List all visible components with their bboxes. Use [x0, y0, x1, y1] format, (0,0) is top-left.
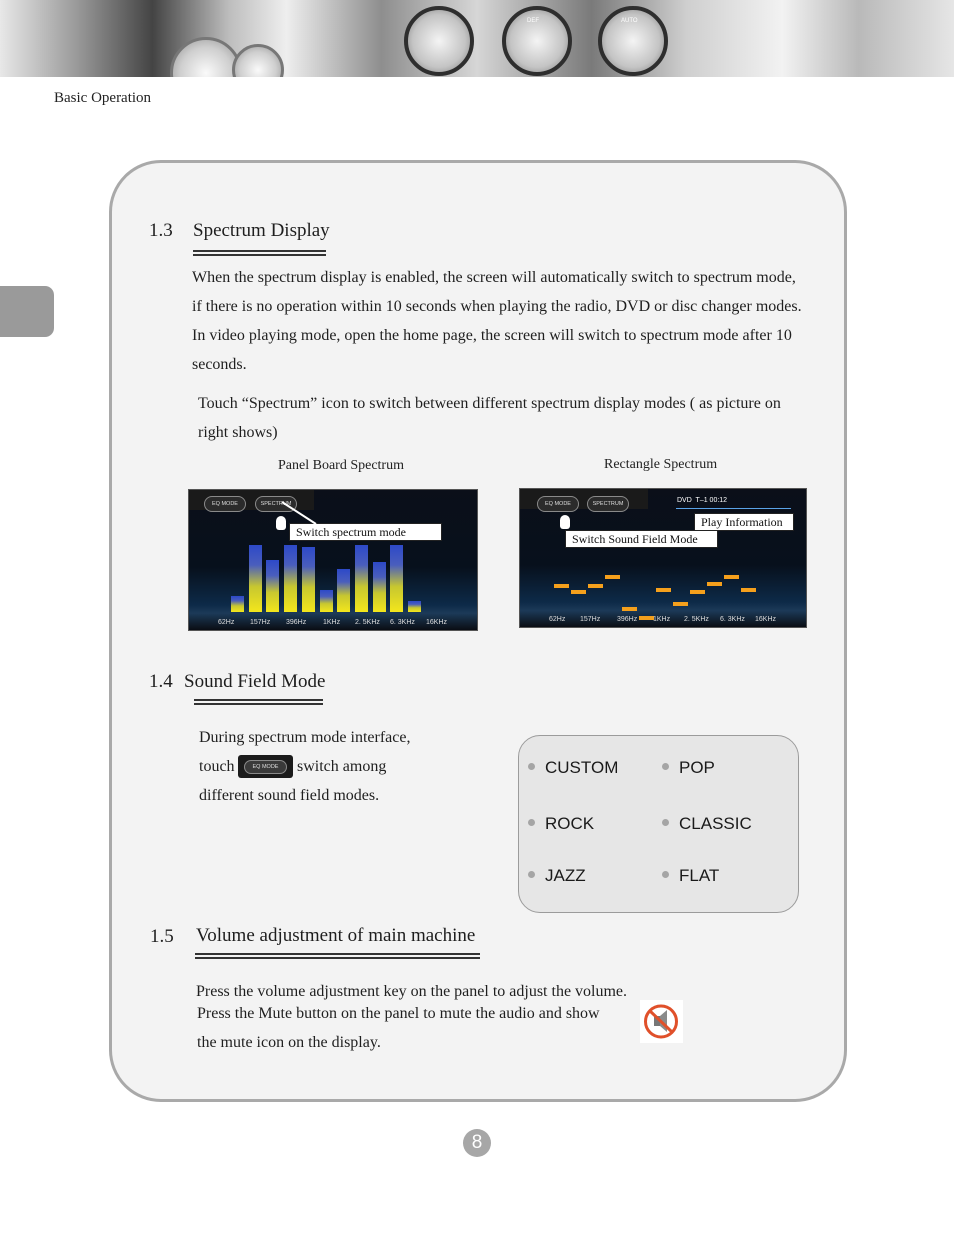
- defrost-knob: [502, 6, 572, 76]
- bullet-icon: [528, 763, 535, 770]
- switch-sound-field-callout: Switch Sound Field Mode: [565, 530, 718, 548]
- spectrum-bar: [249, 545, 262, 612]
- freq-label: 16KHz: [755, 616, 777, 623]
- volume-line-3: the mute icon on the display.: [197, 1034, 381, 1051]
- eq-mode-inline-label: EQ MODE: [244, 760, 287, 774]
- heading-number-1-4: 1.4: [149, 671, 173, 692]
- sound-field-line-3: different sound field modes.: [199, 787, 380, 804]
- mute-icon: [640, 1000, 683, 1043]
- spectrum-bar: [320, 590, 333, 612]
- mode-classic[interactable]: [662, 814, 752, 834]
- play-info-text: DVD T–1 00:12: [677, 497, 728, 504]
- mode-flat[interactable]: [662, 866, 719, 886]
- spectrum-segment: [622, 607, 637, 611]
- spectrum-segment: [588, 584, 603, 588]
- spectrum-bar: [408, 601, 421, 612]
- hand-pointer-icon: [560, 515, 570, 529]
- spectrum-segment: [554, 584, 569, 588]
- volume-line-2: Press the Mute button on the panel to mute the audio and show: [197, 1005, 600, 1022]
- bullet-icon: [662, 871, 669, 878]
- sound-field-line-2a: touch: [199, 758, 235, 775]
- freq-label: 6. 3KHz: [390, 619, 415, 626]
- switch-spectrum-callout: Switch spectrum mode: [289, 523, 442, 541]
- freq-label: 2. 5KHz: [684, 616, 709, 623]
- eq-mode-button[interactable]: EQ MODE: [204, 496, 246, 512]
- freq-label: 6. 3KHz: [720, 616, 745, 623]
- heading-volume-adjustment: Volume adjustment of main machine: [196, 925, 476, 946]
- bullet-icon: [528, 819, 535, 826]
- bullet-icon: [528, 871, 535, 878]
- spectrum-segment: [724, 575, 739, 579]
- mode-pop[interactable]: [662, 758, 715, 778]
- spectrum-bar: [302, 547, 315, 612]
- header-banner-image: [0, 0, 954, 77]
- spectrum-segment: [656, 588, 671, 592]
- mode-rock[interactable]: [528, 814, 594, 834]
- heading-underline: [195, 953, 480, 959]
- mode-label: CLASSIC: [679, 814, 752, 833]
- heading-sound-field-mode: Sound Field Mode: [184, 671, 326, 692]
- panel-spectrum-caption: Panel Board Spectrum: [278, 458, 404, 473]
- mode-label: POP: [679, 758, 715, 777]
- freq-label: 62Hz: [549, 616, 566, 623]
- page-number: 8: [463, 1129, 491, 1157]
- section-label: Basic Operation: [54, 90, 152, 106]
- freq-label: 157Hz: [250, 619, 271, 626]
- spectrum-segment: [639, 616, 654, 620]
- mode-jazz[interactable]: [528, 866, 586, 886]
- spectrum-bar: [266, 560, 279, 612]
- tachometer-gauge: [232, 44, 284, 77]
- play-information-callout: Play Information: [694, 513, 794, 531]
- spectrum-segment: [690, 590, 705, 594]
- mode-custom[interactable]: [528, 758, 618, 778]
- freq-label: 1KHz: [323, 619, 341, 626]
- heading-number-1-5: 1.5: [150, 926, 174, 947]
- spectrum-segment: [673, 602, 688, 606]
- volume-line-1: Press the volume adjustment key on the panel to adjust the volume.: [196, 983, 628, 1000]
- play-info-underline: [676, 508, 791, 509]
- bullet-icon: [662, 819, 669, 826]
- spectrum-bar: [390, 545, 403, 612]
- spectrum-segment: [605, 575, 620, 579]
- spectrum-bar: [355, 545, 368, 612]
- freq-label: 396Hz: [617, 616, 638, 623]
- heading-spectrum-display: Spectrum Display: [193, 220, 330, 241]
- spectrum-bar: [373, 562, 386, 612]
- sound-field-line-1: During spectrum mode interface,: [199, 729, 411, 746]
- freq-label: 1KHz: [653, 616, 671, 623]
- freq-label: 396Hz: [286, 619, 307, 626]
- callout-pointer-line: [280, 500, 320, 530]
- bullet-icon: [662, 763, 669, 770]
- side-tab: [0, 286, 54, 337]
- spectrum-bar: [231, 596, 244, 612]
- rect-spectrum-caption: Rectangle Spectrum: [604, 457, 718, 472]
- mode-label: JAZZ: [545, 866, 586, 885]
- heading-underline: [194, 699, 323, 705]
- mode-label: FLAT: [679, 866, 720, 885]
- spectrum-paragraph: When the spectrum display is enabled, the screen will automatically switch to spectrum mode, if there is no operation within 10 seconds when playing the radio, DVD or disc changer modes. In video playing mode, open the home page, the screen will switch to spectrum mode after 10 seconds.: [192, 269, 802, 373]
- spectrum-button[interactable]: SPECTRUM: [587, 496, 629, 512]
- rect-spectrum-screen: [519, 488, 807, 628]
- eq-mode-button[interactable]: EQ MODE: [537, 496, 579, 512]
- freq-label: 62Hz: [218, 619, 235, 626]
- mode-label: ROCK: [545, 814, 595, 833]
- spectrum-bar: [284, 545, 297, 612]
- defrost-knob-label: DEF: [527, 18, 539, 24]
- spectrum-touch-paragraph: Touch “Spectrum” icon to switch between different spectrum display modes ( as picture on right shows): [198, 395, 781, 441]
- spectrum-button[interactable]: SPECTRUM: [255, 496, 297, 512]
- auto-knob: [598, 6, 668, 76]
- mode-label: CUSTOM: [545, 758, 619, 777]
- auto-knob-label: AUTO: [621, 18, 638, 24]
- eq-mode-inline-icon: [238, 755, 293, 778]
- panel-spectrum-screen: [188, 489, 478, 631]
- freq-label: 2. 5KHz: [355, 619, 380, 626]
- fan-knob: [404, 6, 474, 76]
- spectrum-bar: [337, 569, 350, 612]
- freq-label: 157Hz: [580, 616, 601, 623]
- heading-number-1-3: 1.3: [149, 220, 173, 241]
- spectrum-segment: [741, 588, 756, 592]
- heading-underline: [193, 250, 326, 256]
- spectrum-segment: [571, 590, 586, 594]
- sound-field-line-2b: switch among: [297, 758, 387, 775]
- freq-label: 16KHz: [426, 619, 448, 626]
- spectrum-segment: [707, 582, 722, 586]
